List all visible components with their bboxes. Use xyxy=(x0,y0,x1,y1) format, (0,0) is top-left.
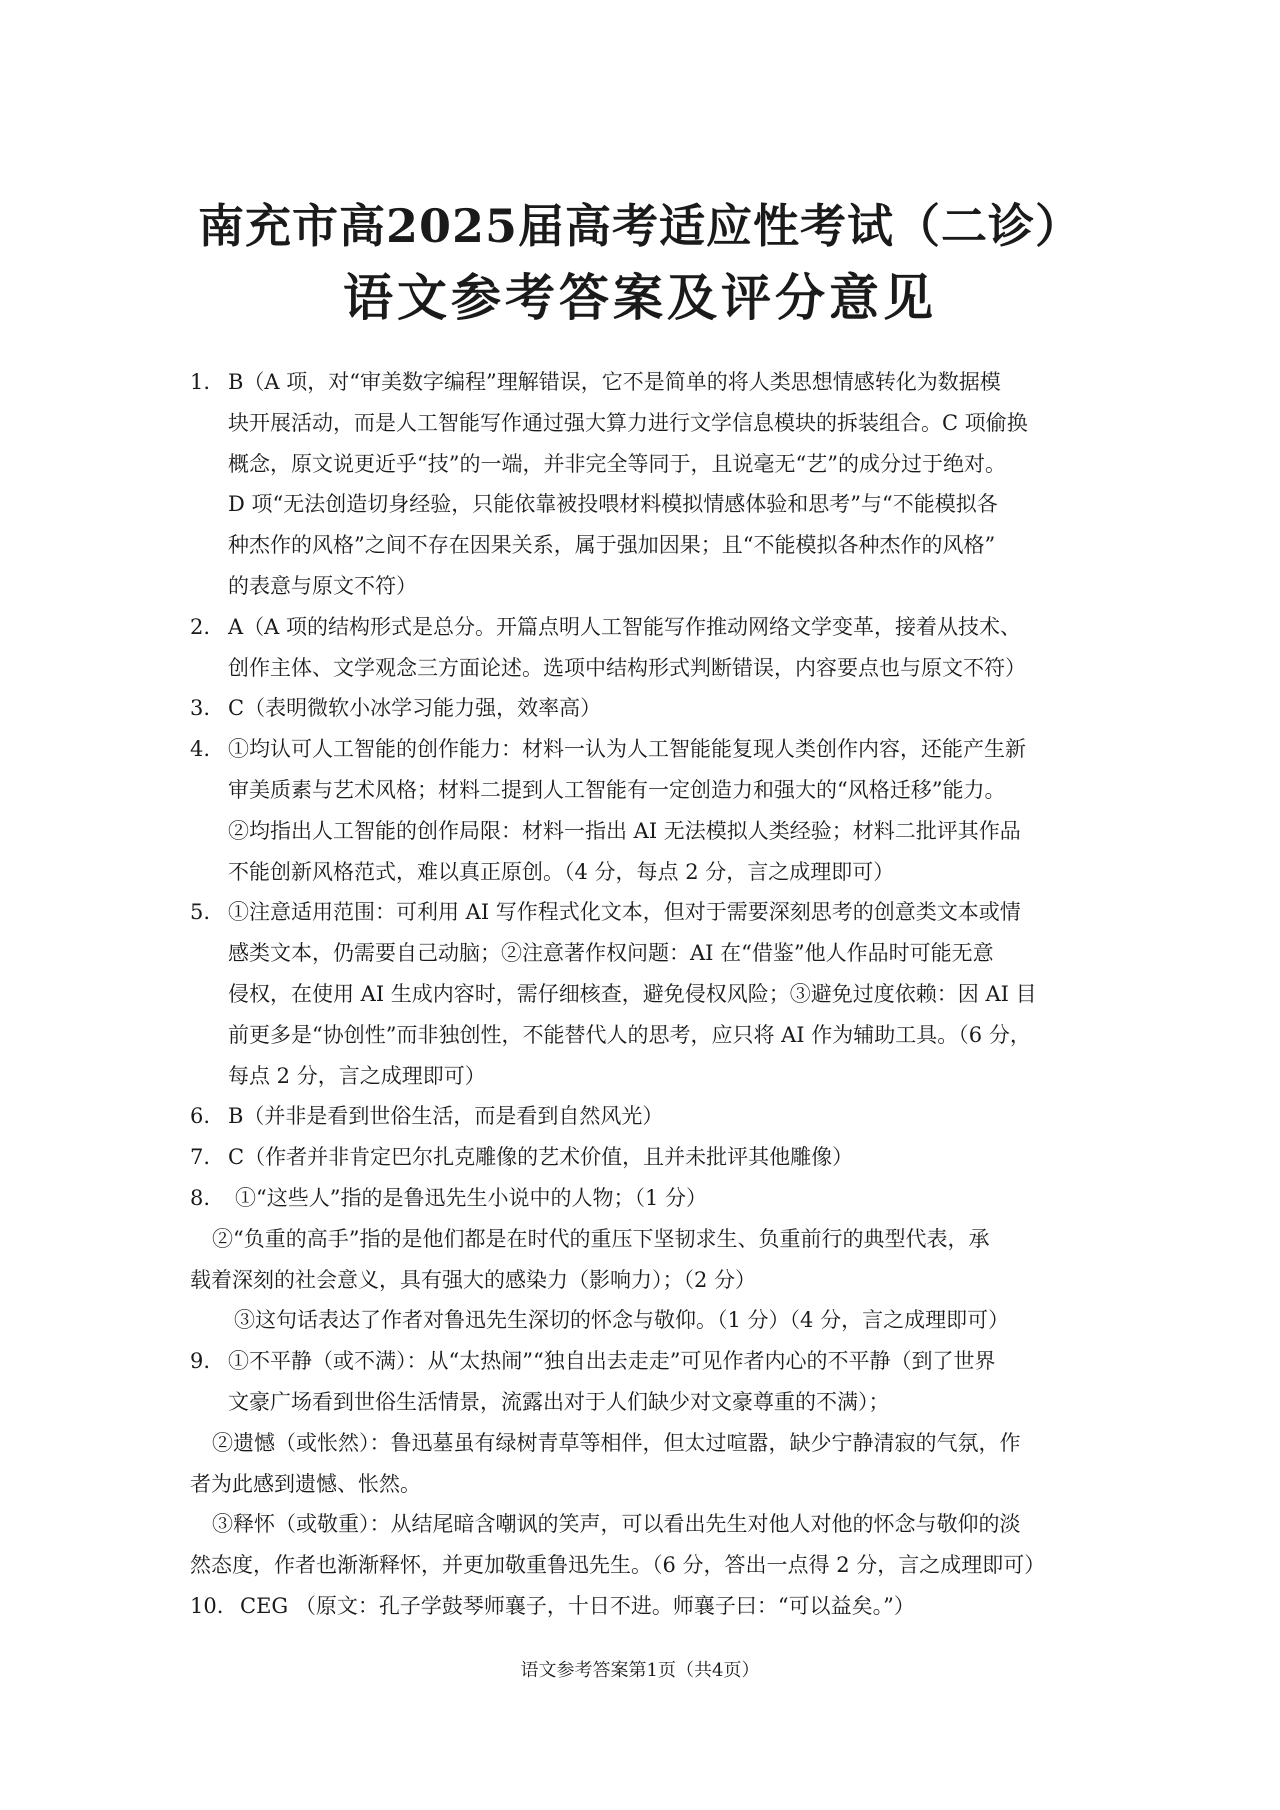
answer-line: 概念，原文说更近乎“技”的一端，并非完全等同于，且说毫无“艺”的成分过于绝对。 xyxy=(228,451,1006,476)
answer-line: 不能创新风格范式，难以真正原创。（4 分，每点 2 分，言之成理即可） xyxy=(228,859,895,884)
answer-number: 3. xyxy=(190,696,211,721)
answer-line: C（作者并非肯定巴尔扎克雕像的艺术价值，且并未批评其他雕像） xyxy=(228,1145,854,1170)
answer-line: ②“负重的高手”指的是他们都是在时代的重压下坚韧求生、负重前行的典型代表，承 xyxy=(212,1226,990,1251)
answer-line: A（A 项的结构形式是总分。开篇点明人工智能写作推动网络文学变革，接着从技术、 xyxy=(228,614,1022,639)
answer-line: ①注意适用范围：可利用 AI 写作程式化文本，但对于需要深刻思考的创意类文本或情 xyxy=(228,900,1021,925)
answer-number: 5. xyxy=(190,900,211,925)
answer-line: ②均指出人工智能的创作局限：材料一指出 AI 无法模拟人类经验；材料二批评其作品 xyxy=(228,818,1021,843)
answer-line: 侵权，在使用 AI 生成内容时，需仔细核查，避免侵权风险；③避免过度依赖：因 AI 目 xyxy=(228,981,1037,1006)
answer-item-7 xyxy=(190,1137,1090,1178)
answer-number: 7. xyxy=(190,1145,211,1170)
answer-item-1 xyxy=(190,362,1090,607)
answer-line: 然态度，作者也渐渐释怀，并更加敬重鲁迅先生。（6 分，答出一点得 2 分，言之成理即可） xyxy=(190,1553,1046,1578)
answer-number: 10. xyxy=(190,1593,224,1618)
answer-line: 创作主体、文学观念三方面论述。选项中结构形式判断错误，内容要点也与原文不符） xyxy=(228,655,1026,680)
answer-number: 2. xyxy=(190,614,211,639)
answer-line: CEG （原文：孔子学鼓琴师襄子，十日不进。师襄子曰：“可以益矣。”） xyxy=(240,1593,915,1618)
answer-number: 4. xyxy=(190,737,211,762)
answer-list xyxy=(190,362,1090,1627)
answer-line: 块开展活动，而是人工智能写作通过强大算力进行文学信息模块的拆装组合。C 项偷换 xyxy=(228,410,1028,435)
answer-line: 种杰作的风格”之间不存在因果关系，属于强加因果；且“不能模拟各种杰作的风格” xyxy=(228,533,996,558)
answer-line: B（A 项，对“审美数字编程”理解错误，它不是简单的将人类思想情感转化为数据模 xyxy=(228,370,1001,394)
answer-line: ②遗憾（或怅然）：鲁迅墓虽有绿树青草等相伴，但太过喧嚣，缺少宁静清寂的气氛，作 xyxy=(212,1430,1021,1455)
answer-item-6 xyxy=(190,1096,1090,1137)
answer-line: B（并非是看到世俗生活，而是看到自然风光） xyxy=(228,1104,664,1129)
answer-number: 8. xyxy=(190,1185,211,1210)
answer-item-5 xyxy=(190,892,1090,1096)
answer-line: 者为此感到遗憾、怅然。 xyxy=(190,1471,421,1496)
answer-line: 每点 2 分，言之成理即可） xyxy=(228,1063,486,1088)
answer-line: D 项“无法创造切身经验，只能依靠被投喂材料模拟情感体验和思考”与“不能模拟各 xyxy=(228,492,998,517)
answer-number: 6. xyxy=(190,1104,211,1129)
page-footer: 语文参考答案第1页（共4页） xyxy=(520,1660,760,1681)
answer-line: 的表意与原文不符） xyxy=(228,573,417,598)
answer-number: 9. xyxy=(190,1349,211,1374)
answer-line: ①均认可人工智能的创作能力：材料一认为人工智能能复现人类创作内容，还能产生新 xyxy=(228,737,1026,762)
answer-line: ①“这些人”指的是鲁迅先生小说中的人物；（1 分） xyxy=(235,1185,708,1210)
page-subtitle: 语文参考答案及评分意见 xyxy=(343,268,937,327)
answer-line: 前更多是“协创性”而非独创性，不能替代人的思考，应只将 AI 作为辅助工具。（6 分， xyxy=(228,1022,1031,1047)
answer-item-8 xyxy=(190,1178,1090,1341)
answer-line: C（表明微软小冰学习能力强，效率高） xyxy=(228,696,602,721)
answer-line: 感类文本，仍需要自己动脑；②注意著作权问题：AI 在“借鉴”他人作品时可能无意 xyxy=(228,941,994,966)
answer-line: ③这句话表达了作者对鲁迅先生深切的怀念与敬仰。（1 分）（4 分，言之成理即可） xyxy=(234,1308,1010,1333)
answer-item-3 xyxy=(190,688,1090,729)
answer-line: 文豪广场看到世俗生活情景，流露出对于人们缺少对文豪尊重的不满）； xyxy=(228,1389,890,1414)
answer-line: ③释怀（或敬重）：从结尾暗含嘲讽的笑声，可以看出先生对他人对他的怀念与敬仰的淡 xyxy=(212,1512,1021,1537)
answer-item-10 xyxy=(190,1586,1090,1627)
answer-line: ①不平静（或不满）：从“太热闹”“独自出去走走”可见作者内心的不平静（到了世界 xyxy=(228,1349,996,1374)
answer-item-2 xyxy=(190,607,1090,689)
answer-number: 1. xyxy=(190,370,211,394)
answer-line: 载着深刻的社会意义，具有强大的感染力（影响力）；（2 分） xyxy=(190,1267,757,1292)
answer-item-9 xyxy=(190,1341,1090,1586)
answer-line: 审美质素与艺术风格；材料二提到人工智能有一定创造力和强大的“风格迁移”能力。 xyxy=(228,777,1006,802)
page-title: 南充市高2025届高考适应性考试（二诊） xyxy=(197,199,1083,253)
answer-item-4 xyxy=(190,729,1090,892)
